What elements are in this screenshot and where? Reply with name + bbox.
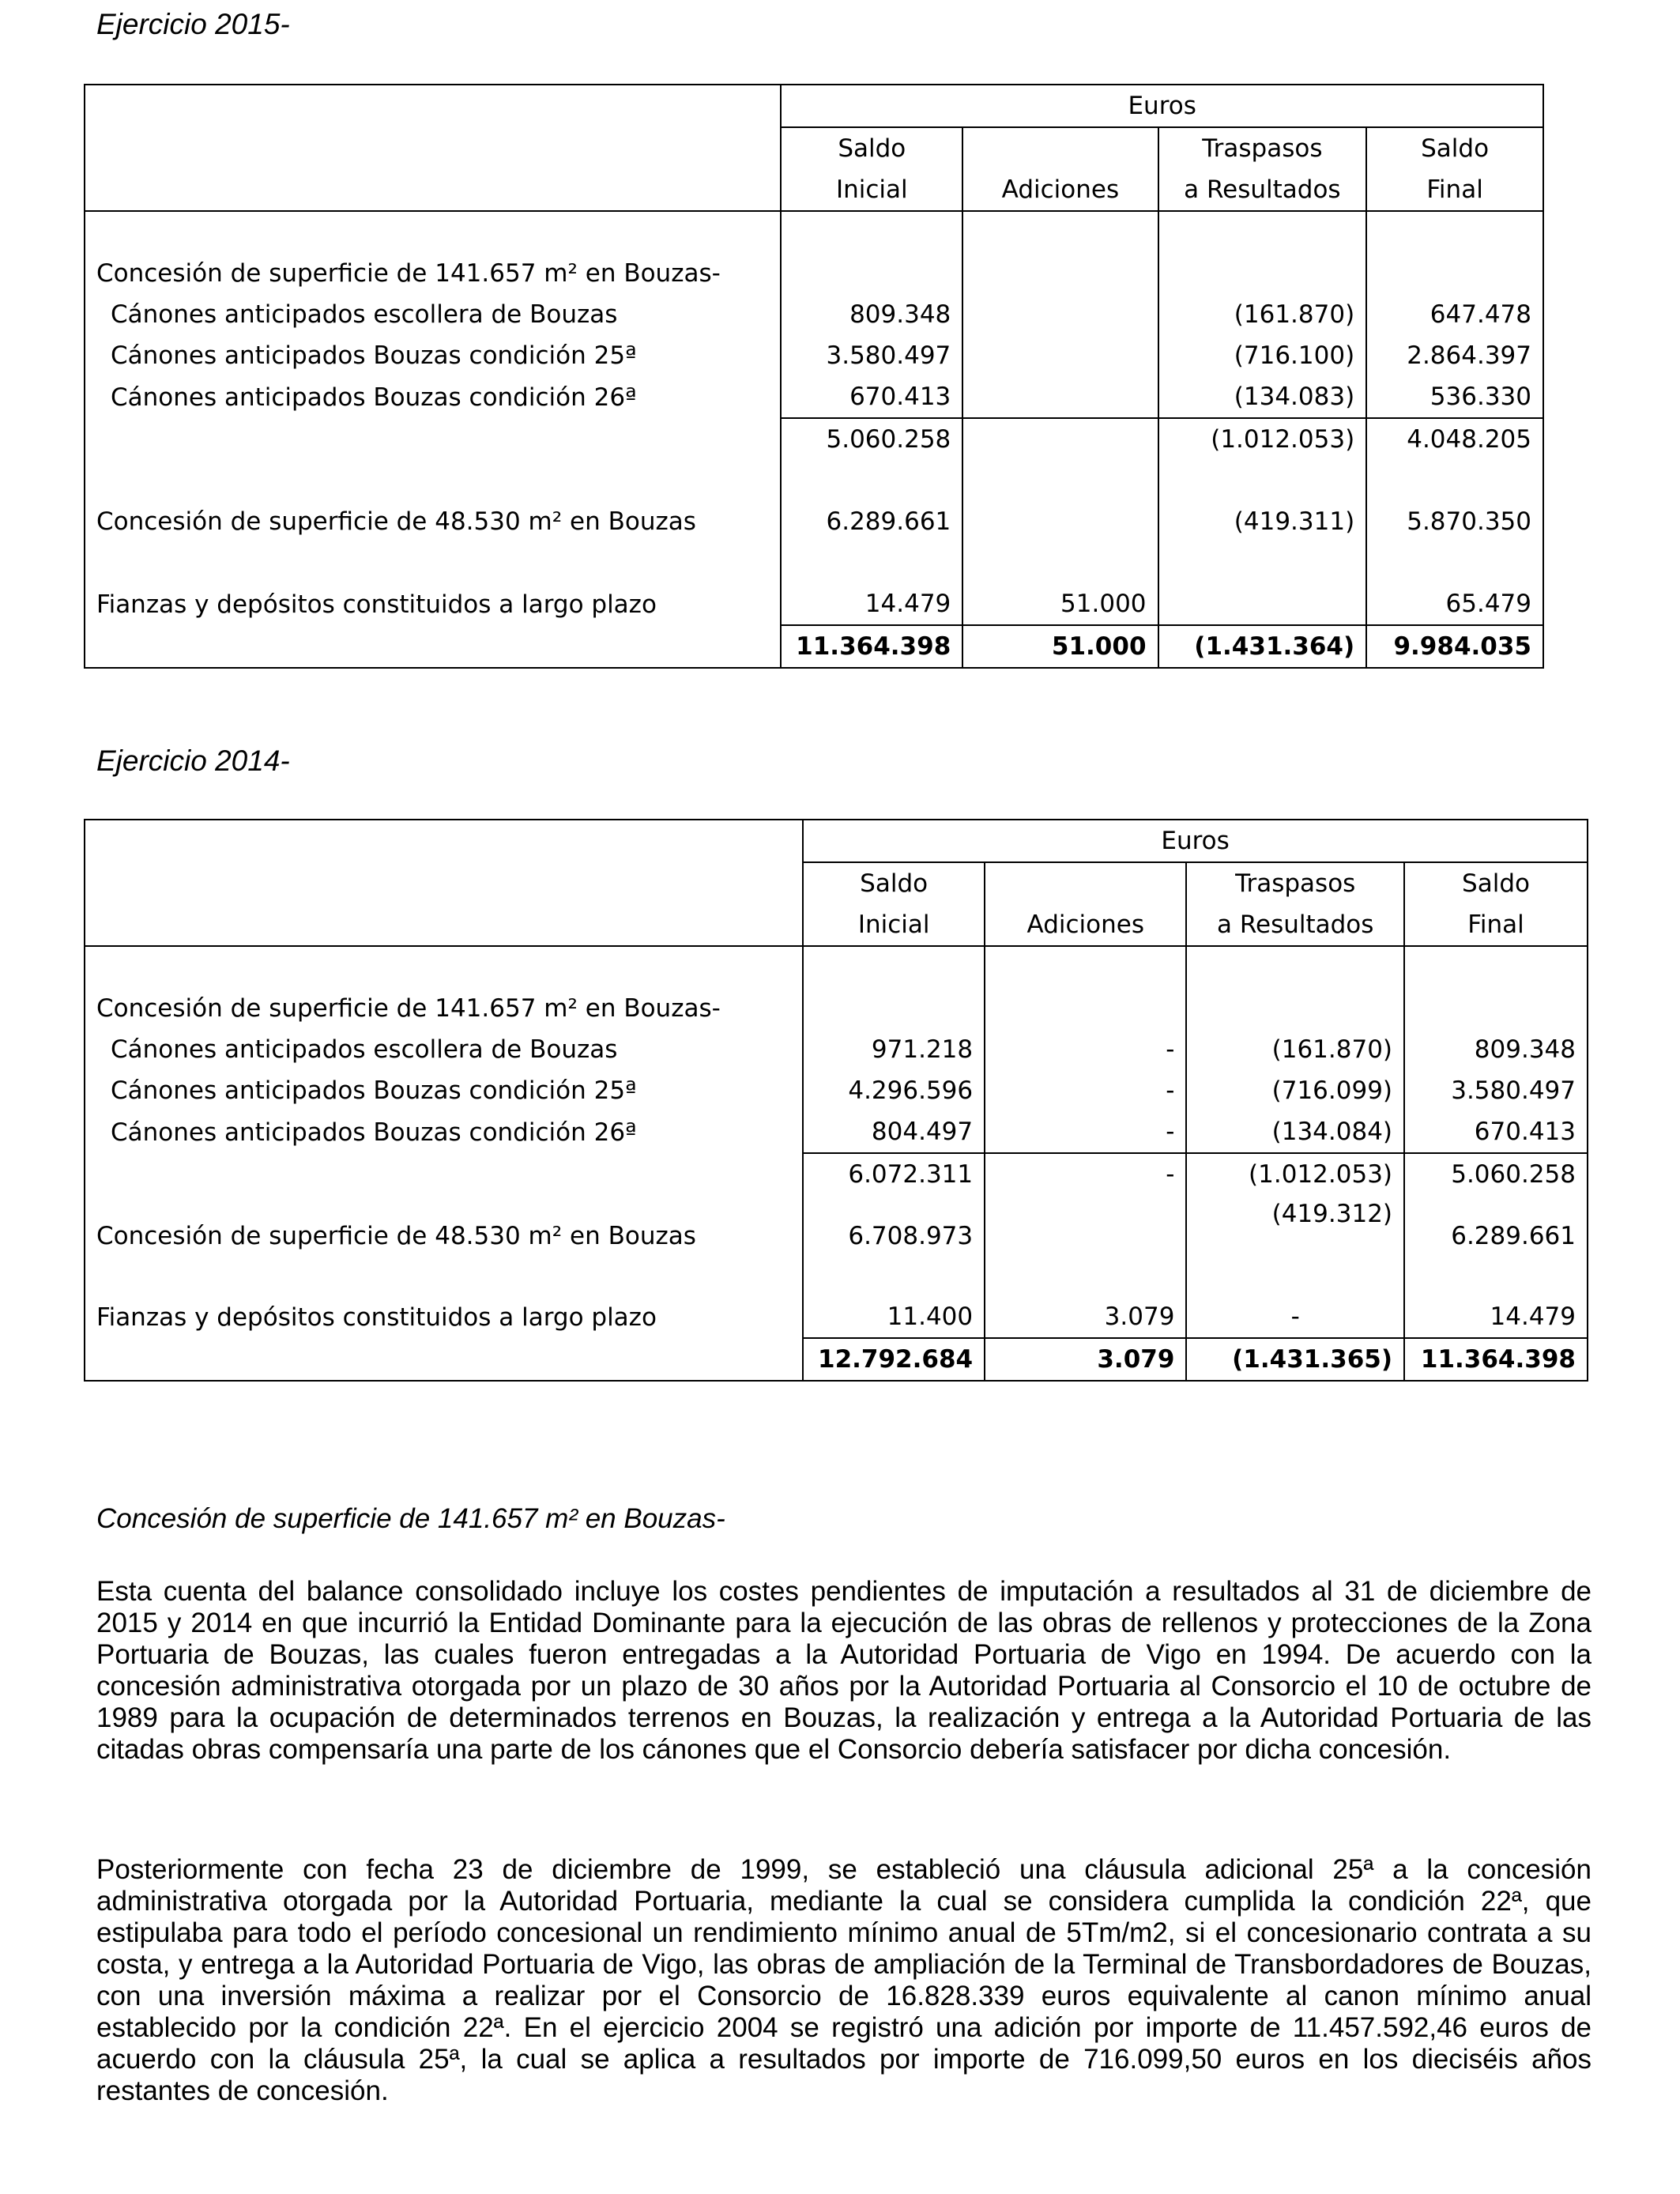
row-label: Cánones anticipados Bouzas condición 25ª	[85, 1070, 803, 1111]
cell-adiciones	[962, 335, 1158, 376]
cell-adiciones: 3.079	[985, 1296, 1186, 1338]
total-traspasos: (1.431.365)	[1186, 1338, 1404, 1381]
cell-final: 3.580.497	[1404, 1070, 1588, 1111]
cell-inicial: 670.413	[781, 376, 962, 418]
row-label: Concesión de superficie de 48.530 m² en Bouzas	[85, 1195, 803, 1255]
col-adiciones: Adiciones	[985, 904, 1186, 946]
row-label: Cánones anticipados Bouzas condición 25ª	[85, 335, 781, 376]
cell-traspasos: (419.312)	[1186, 1195, 1404, 1255]
cell-adiciones	[962, 501, 1158, 542]
cell-inicial: 4.296.596	[803, 1070, 985, 1111]
total-adiciones: 3.079	[985, 1338, 1186, 1381]
cell-final: 6.289.661	[1404, 1195, 1588, 1255]
table-row	[85, 501, 1543, 542]
table-row	[85, 1111, 1588, 1153]
cell-inicial: 809.348	[781, 294, 962, 335]
row-label: Fianzas y depósitos constituidos a largo plazo	[85, 1296, 803, 1338]
cell-inicial: 14.479	[781, 583, 962, 625]
cell-traspasos	[1158, 583, 1367, 625]
col-saldo-final-line1: Saldo	[1366, 127, 1543, 169]
total-final: 9.984.035	[1366, 625, 1543, 668]
cell-final: 647.478	[1366, 294, 1543, 335]
cell-traspasos: (134.084)	[1186, 1111, 1404, 1153]
section-title-2014: Ejercicio 2014-	[96, 745, 290, 777]
col-saldo-final-line1: Saldo	[1404, 862, 1588, 904]
group-title: Concesión de superficie de 141.657 m² en Bouzas-	[85, 988, 803, 1029]
col-saldo-final-line2: Final	[1366, 169, 1543, 211]
table-row	[85, 335, 1543, 376]
table-row	[85, 1195, 1588, 1255]
euros-header: Euros	[781, 85, 1543, 127]
subtotal-final: 5.060.258	[1404, 1153, 1588, 1195]
col-saldo-inicial-line2: Inicial	[781, 169, 962, 211]
cell-final: 5.870.350	[1366, 501, 1543, 542]
total-row	[85, 1338, 1588, 1381]
col-saldo-final-line2: Final	[1404, 904, 1588, 946]
col-traspasos-line1: Traspasos	[1158, 127, 1367, 169]
row-label: Cánones anticipados escollera de Bouzas	[85, 1029, 803, 1070]
group-title: Concesión de superficie de 141.657 m² en Bouzas-	[85, 253, 781, 294]
col-saldo-inicial-line2: Inicial	[803, 904, 985, 946]
table-row	[85, 583, 1543, 625]
row-label: Cánones anticipados escollera de Bouzas	[85, 294, 781, 335]
cell-traspasos: -	[1186, 1296, 1404, 1338]
cell-adiciones: -	[985, 1070, 1186, 1111]
row-label: Cánones anticipados Bouzas condición 26ª	[85, 376, 781, 418]
cell-adiciones: -	[985, 1029, 1186, 1070]
subtotal-inicial: 6.072.311	[803, 1153, 985, 1195]
cell-final: 536.330	[1366, 376, 1543, 418]
cell-final: 670.413	[1404, 1111, 1588, 1153]
table-row	[85, 1296, 1588, 1338]
subtotal-row	[85, 418, 1543, 460]
table-row	[85, 294, 1543, 335]
cell-adiciones: -	[985, 1111, 1186, 1153]
col-saldo-inicial-line1: Saldo	[803, 862, 985, 904]
cell-adiciones	[962, 376, 1158, 418]
cell-traspasos: (716.100)	[1158, 335, 1367, 376]
total-final: 11.364.398	[1404, 1338, 1588, 1381]
total-traspasos: (1.431.364)	[1158, 625, 1367, 668]
subtotal-traspasos: (1.012.053)	[1158, 418, 1367, 460]
row-label: Cánones anticipados Bouzas condición 26ª	[85, 1111, 803, 1153]
euros-header: Euros	[803, 820, 1588, 862]
cell-final: 2.864.397	[1366, 335, 1543, 376]
subtotal-adiciones	[962, 418, 1158, 460]
cell-final: 809.348	[1404, 1029, 1588, 1070]
cell-inicial: 6.289.661	[781, 501, 962, 542]
col-traspasos-line1: Traspasos	[1186, 862, 1404, 904]
section-title-2015: Ejercicio 2015-	[96, 8, 290, 40]
row-label: Concesión de superficie de 48.530 m² en Bouzas	[85, 501, 781, 542]
cell-inicial: 971.218	[803, 1029, 985, 1070]
text-subtitle: Concesión de superficie de 141.657 m² en Bouzas-	[96, 1503, 725, 1534]
paragraph-1: Esta cuenta del balance consolidado incluye los costes pendientes de imputación a resultados al 31 de diciembre de 2015 y 2014 en que incurrió la Entidad Dominante para la ejecución de las obras de rellenos y protecciones de la Zona Portuaria de Bouzas, las cuales fueron entregadas a la Autoridad Portuaria de Vigo en 1994. De acuerdo con la concesión administrativa otorgada por un plazo de 30 años por la Autoridad Portuaria al Consorcio el 10 de octubre de 1989 para la ocupación de determinados terrenos en Bouzas, la realización y entrega a la Autoridad Portuaria de las citadas obras compensaría una parte de los cánones que el Consorcio debería satisfacer por dicha concesión.	[96, 1576, 1591, 1765]
cell-inicial: 6.708.973	[803, 1195, 985, 1255]
subtotal-inicial: 5.060.258	[781, 418, 962, 460]
table-row	[85, 1029, 1588, 1070]
subtotal-traspasos: (1.012.053)	[1186, 1153, 1404, 1195]
total-row	[85, 625, 1543, 668]
col-adiciones: Adiciones	[962, 169, 1158, 211]
table-row	[85, 376, 1543, 418]
col-saldo-inicial-line1: Saldo	[781, 127, 962, 169]
cell-traspasos: (419.311)	[1158, 501, 1367, 542]
paragraph-2: Posteriormente con fecha 23 de diciembre de 1999, se estableció una cláusula adicional 25ª a la concesión administrativa otorgada por la Autoridad Portuaria, mediante la cual se considera cumplida la condición 22ª, que estipulaba para todo el período concesional un rendimiento mínimo anual de 5Tm/m2, si el concesionario contrata a su costa, y entrega a la Autoridad Portuaria de Vigo, las obras de ampliación de la Terminal de Transbordadores de Bouzas, con una inversión máxima a realizar por el Consorcio de 16.828.339 euros equivalente al canon mínimo anual establecido por la condición 22ª. En el ejercicio 2004 se registró una adición por importe de 11.457.592,46 euros de acuerdo con la cláusula 25ª, la cual se aplica a resultados por importe de 716.099,50 euros en los dieciséis años restantes de concesión.	[96, 1854, 1591, 2106]
cell-traspasos: (134.083)	[1158, 376, 1367, 418]
col-traspasos-line2: a Resultados	[1186, 904, 1404, 946]
cell-traspasos: (716.099)	[1186, 1070, 1404, 1111]
cell-inicial: 3.580.497	[781, 335, 962, 376]
cell-adiciones	[962, 294, 1158, 335]
col-traspasos-line2: a Resultados	[1158, 169, 1367, 211]
table-2014	[84, 819, 1588, 1382]
table-row	[85, 1070, 1588, 1111]
subtotal-final: 4.048.205	[1366, 418, 1543, 460]
subtotal-row	[85, 1153, 1588, 1195]
cell-adiciones	[985, 1195, 1186, 1255]
cell-traspasos: (161.870)	[1186, 1029, 1404, 1070]
cell-inicial: 11.400	[803, 1296, 985, 1338]
cell-adiciones: 51.000	[962, 583, 1158, 625]
total-inicial: 11.364.398	[781, 625, 962, 668]
cell-final: 65.479	[1366, 583, 1543, 625]
table-2015	[84, 84, 1544, 669]
cell-traspasos: (161.870)	[1158, 294, 1367, 335]
row-label: Fianzas y depósitos constituidos a largo plazo	[85, 583, 781, 625]
cell-final: 14.479	[1404, 1296, 1588, 1338]
total-inicial: 12.792.684	[803, 1338, 985, 1381]
subtotal-adiciones: -	[985, 1153, 1186, 1195]
total-adiciones: 51.000	[962, 625, 1158, 668]
cell-inicial: 804.497	[803, 1111, 985, 1153]
